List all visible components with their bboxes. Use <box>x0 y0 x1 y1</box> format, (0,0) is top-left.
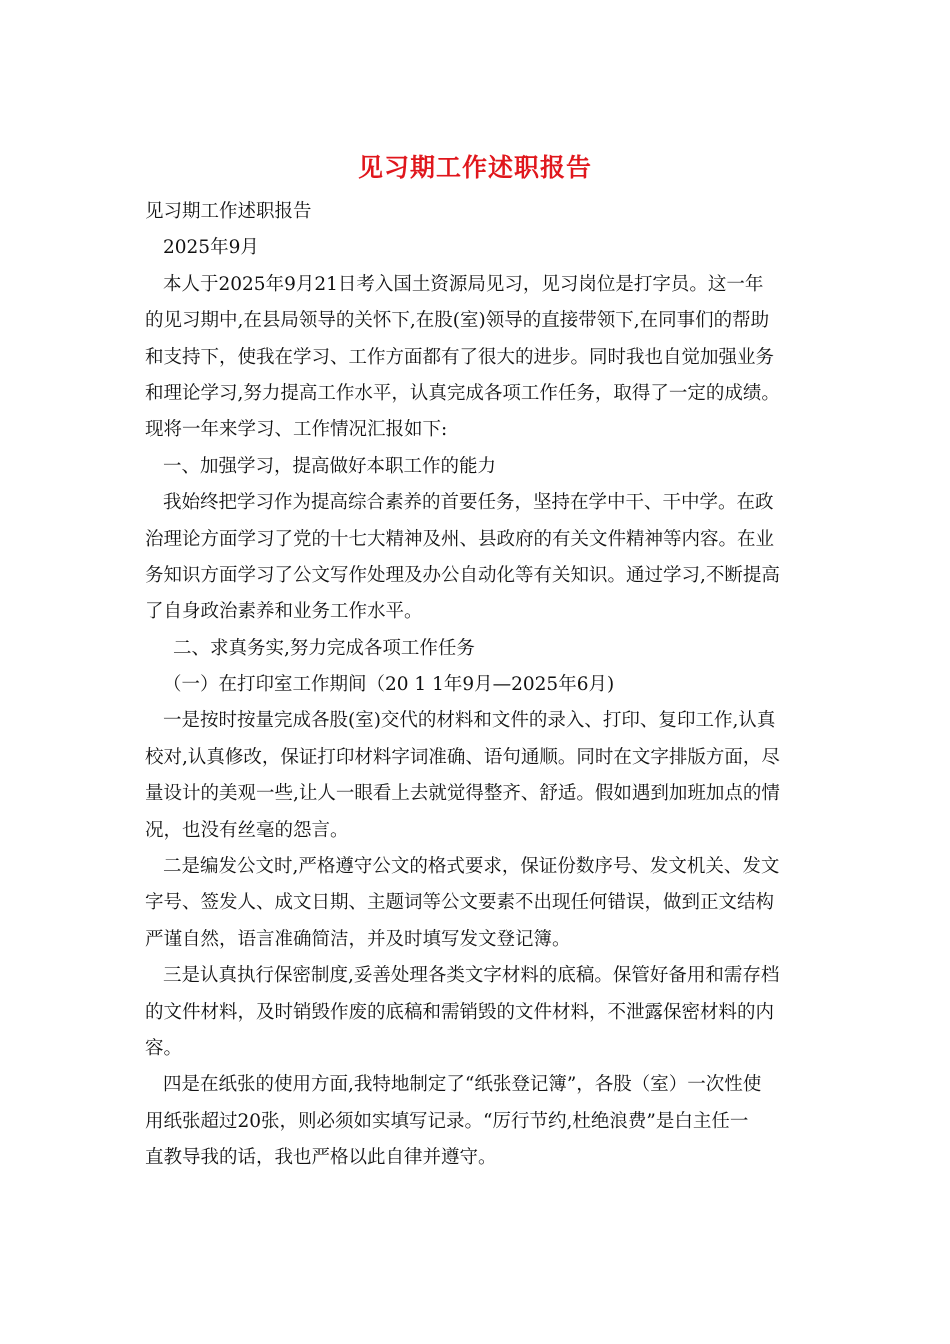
document-title: 见习期工作述职报告 <box>357 153 592 182</box>
text-line: 校对,认真修改，保证打印材料字词准确、语句通顺。同时在文字排版方面，尽 <box>145 746 780 768</box>
text-line: 见习期工作述职报告 <box>145 201 312 222</box>
text-line: 用纸张超过20张，则必须如实填写记录。“厉行节约,杜绝浪费”是白主任一 <box>145 1110 749 1132</box>
text-line: 况，也没有丝毫的怨言。 <box>145 819 349 841</box>
text-line: 二是编发公文时,严格遵守公文的格式要求，保证份数序号、发文机关、发文 <box>163 856 780 878</box>
text-line: 四是在纸张的使用方面,我特地制定了“纸张登记簿”，各股（室）一次性使 <box>163 1074 762 1096</box>
text-line: 和理论学习,努力提高工作水平，认真完成各项工作任务，取得了一定的成绩。 <box>145 382 780 404</box>
subsection-heading: （一）在打印室工作期间（20 1 1年9月—2025年6月) <box>163 674 615 696</box>
text-line: 治理论方面学习了党的十七大精神及州、县政府的有关文件精神等内容。在业 <box>145 528 775 550</box>
document-body <box>145 194 810 1177</box>
text-line: 容。 <box>145 1037 183 1059</box>
text-line: 2025年9月 <box>163 237 259 259</box>
text-line: 和支持下，使我在学习、工作方面都有了很大的进步。同时我也自觉加强业务 <box>145 346 775 368</box>
text-line: 直教导我的话，我也严格以此自律并遵守。 <box>145 1147 497 1169</box>
text-line: 的见习期中,在县局领导的关怀下,在股(室)领导的直接带领下,在同事们的帮助 <box>145 310 770 332</box>
section-heading: 一、加强学习，提高做好本职工作的能力 <box>163 455 497 477</box>
text-line: 字号、签发人、成文日期、主题词等公文要素不出现任何错误，做到正文结构 <box>145 892 775 914</box>
text-line: 一是按时按量完成各股(室)交代的材料和文件的录入、打印、复印工作,认真 <box>163 710 776 732</box>
text-line: 我始终把学习作为提高综合素养的首要任务，坚持在学中干、干中学。在政 <box>163 492 774 514</box>
text-line: 的文件材料，及时销毁作废的底稿和需销毁的文件材料，不泄露保密材料的内 <box>145 1001 775 1023</box>
text-line: 本人于2025年9月21日考入国土资源局见习，见习岗位是打字员。这一年 <box>163 273 764 295</box>
text-line: 严谨自然，语言准确简洁，并及时填写发文登记簿。 <box>145 928 571 950</box>
text-line: 务知识方面学习了公文写作处理及办公自动化等有关知识。通过学习,不断提高 <box>145 564 780 586</box>
text-line: 量设计的美观一些,让人一眼看上去就觉得整齐、舒适。假如遇到加班加点的情 <box>145 783 780 805</box>
section-heading: 二、求真务实,努力完成各项工作任务 <box>173 637 475 659</box>
text-line: 三是认真执行保密制度,妥善处理各类文字材料的底稿。保管好备用和需存档 <box>163 965 780 987</box>
text-line: 了自身政治素养和业务工作水平。 <box>145 601 423 623</box>
text-line: 现将一年来学习、工作情况汇报如下: <box>145 419 448 441</box>
